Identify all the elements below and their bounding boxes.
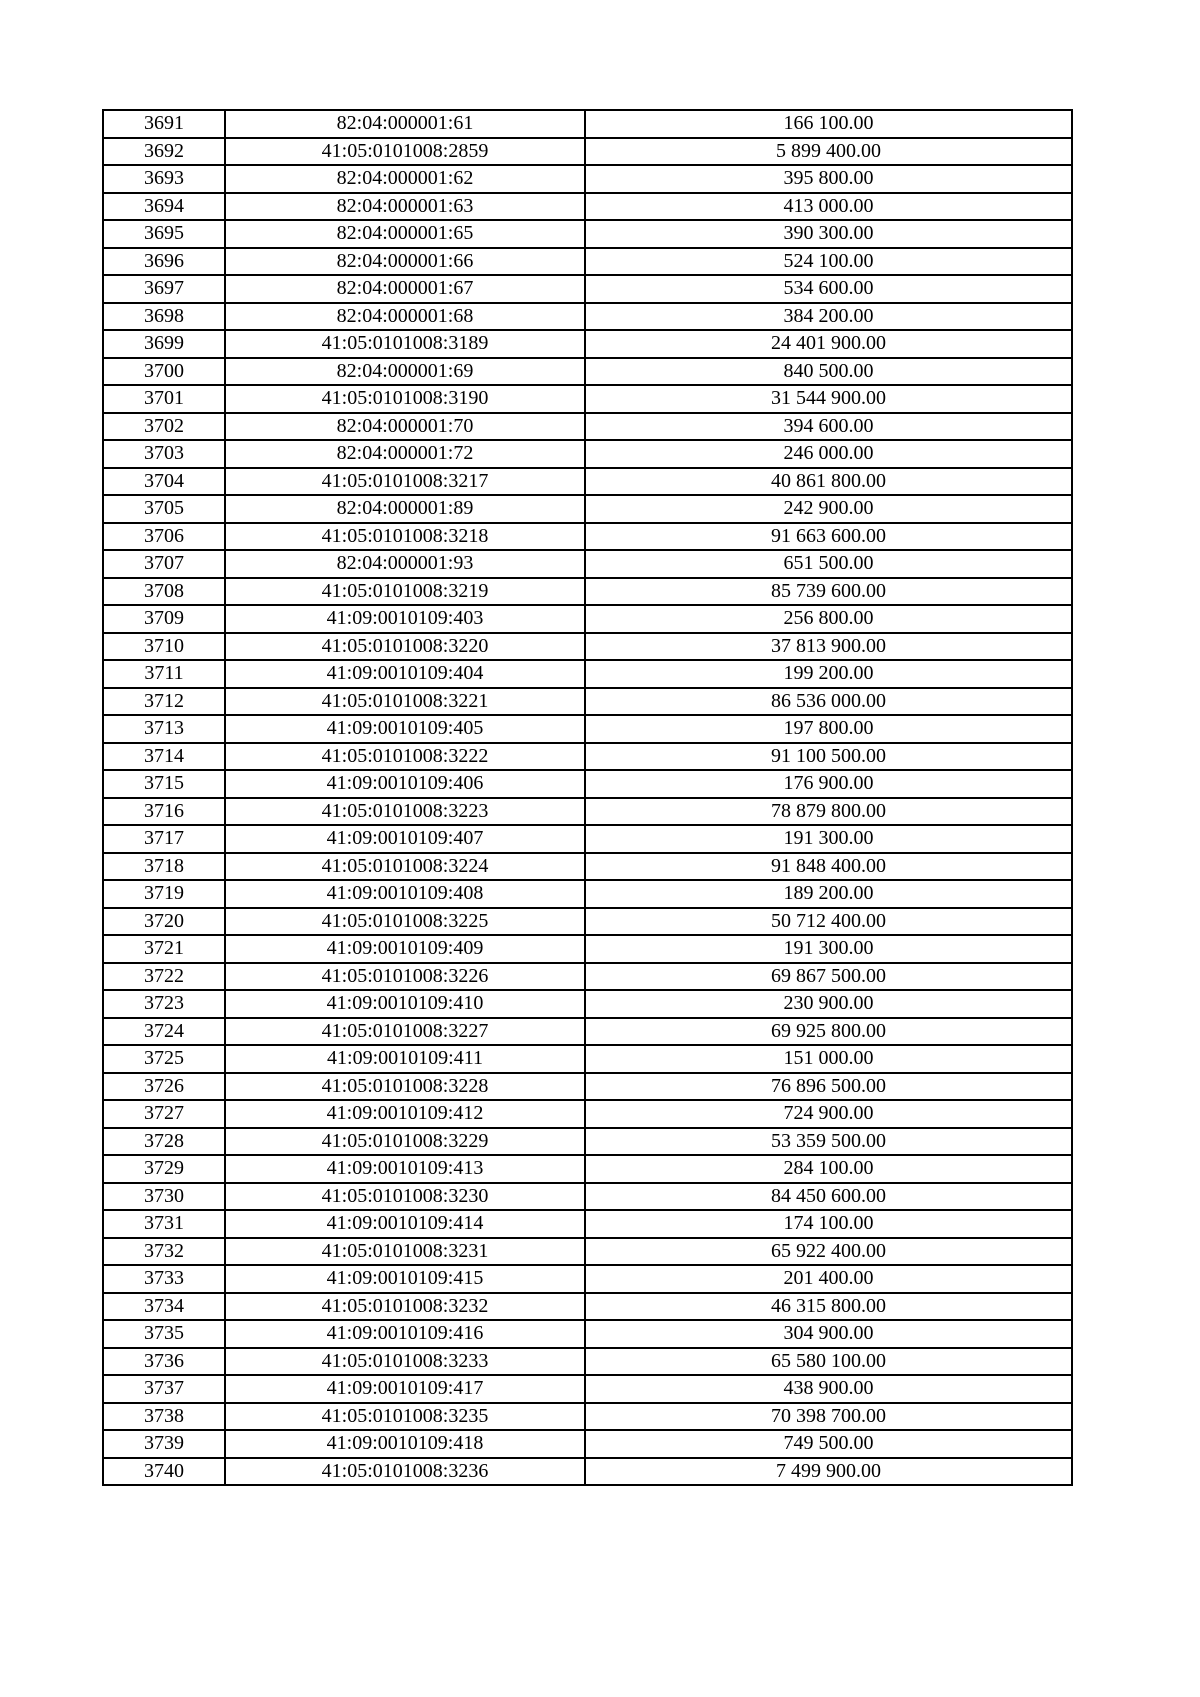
cadastral-number-cell: 41:09:0010109:403 [225,605,585,633]
cadastral-number-cell: 82:04:000001:70 [225,413,585,441]
cadastral-number-cell: 41:05:0101008:3217 [225,468,585,496]
value-cell: 230 900.00 [585,990,1072,1018]
row-number-cell: 3735 [103,1320,225,1348]
table-row [103,440,1072,468]
row-number-cell: 3726 [103,1073,225,1101]
table-row [103,1018,1072,1046]
value-cell: 91 100 500.00 [585,743,1072,771]
table-row [103,358,1072,386]
row-number-cell: 3723 [103,990,225,1018]
cadastral-number-cell: 41:09:0010109:404 [225,660,585,688]
row-number-cell: 3713 [103,715,225,743]
cadastral-number-cell: 82:04:000001:72 [225,440,585,468]
table-row [103,138,1072,166]
table-row [103,1183,1072,1211]
value-cell: 24 401 900.00 [585,330,1072,358]
cadastral-number-cell: 41:05:0101008:3235 [225,1403,585,1431]
table-row [103,935,1072,963]
row-number-cell: 3725 [103,1045,225,1073]
cadastral-number-cell: 41:09:0010109:410 [225,990,585,1018]
value-cell: 76 896 500.00 [585,1073,1072,1101]
table-body [103,110,1072,1485]
value-cell: 191 300.00 [585,935,1072,963]
value-cell: 37 813 900.00 [585,633,1072,661]
cadastral-number-cell: 41:05:0101008:3223 [225,798,585,826]
table-row [103,880,1072,908]
cadastral-number-cell: 41:05:0101008:3228 [225,1073,585,1101]
value-cell: 151 000.00 [585,1045,1072,1073]
table-row [103,1293,1072,1321]
row-number-cell: 3734 [103,1293,225,1321]
row-number-cell: 3708 [103,578,225,606]
table-row [103,330,1072,358]
value-cell: 651 500.00 [585,550,1072,578]
row-number-cell: 3737 [103,1375,225,1403]
row-number-cell: 3705 [103,495,225,523]
row-number-cell: 3711 [103,660,225,688]
value-cell: 524 100.00 [585,248,1072,276]
value-cell: 394 600.00 [585,413,1072,441]
table-row [103,853,1072,881]
cadastral-number-cell: 82:04:000001:67 [225,275,585,303]
value-cell: 284 100.00 [585,1155,1072,1183]
cadastral-number-cell: 41:05:0101008:3218 [225,523,585,551]
cadastral-value-table [102,109,1073,1486]
cadastral-number-cell: 41:05:0101008:3232 [225,1293,585,1321]
cadastral-number-cell: 41:05:0101008:3189 [225,330,585,358]
table-row [103,1375,1072,1403]
value-cell: 31 544 900.00 [585,385,1072,413]
row-number-cell: 3703 [103,440,225,468]
value-cell: 304 900.00 [585,1320,1072,1348]
cadastral-number-cell: 41:05:0101008:3221 [225,688,585,716]
row-number-cell: 3718 [103,853,225,881]
row-number-cell: 3732 [103,1238,225,1266]
cadastral-number-cell: 41:09:0010109:408 [225,880,585,908]
row-number-cell: 3740 [103,1458,225,1486]
table-row [103,633,1072,661]
row-number-cell: 3722 [103,963,225,991]
value-cell: 65 922 400.00 [585,1238,1072,1266]
value-cell: 749 500.00 [585,1430,1072,1458]
value-cell: 86 536 000.00 [585,688,1072,716]
value-cell: 46 315 800.00 [585,1293,1072,1321]
table-row [103,1073,1072,1101]
cadastral-number-cell: 41:09:0010109:407 [225,825,585,853]
cadastral-number-cell: 41:05:0101008:3231 [225,1238,585,1266]
row-number-cell: 3709 [103,605,225,633]
row-number-cell: 3692 [103,138,225,166]
cadastral-number-cell: 82:04:000001:93 [225,550,585,578]
cadastral-number-cell: 82:04:000001:89 [225,495,585,523]
table-row [103,743,1072,771]
cadastral-number-cell: 41:05:0101008:3222 [225,743,585,771]
row-number-cell: 3704 [103,468,225,496]
cadastral-number-cell: 41:05:0101008:3230 [225,1183,585,1211]
cadastral-number-cell: 41:05:0101008:3219 [225,578,585,606]
value-cell: 85 739 600.00 [585,578,1072,606]
value-cell: 84 450 600.00 [585,1183,1072,1211]
value-cell: 390 300.00 [585,220,1072,248]
table-row [103,798,1072,826]
cadastral-number-cell: 41:05:0101008:3233 [225,1348,585,1376]
cadastral-number-cell: 41:05:0101008:2859 [225,138,585,166]
cadastral-number-cell: 41:05:0101008:3236 [225,1458,585,1486]
row-number-cell: 3702 [103,413,225,441]
value-cell: 166 100.00 [585,110,1072,138]
table-row [103,275,1072,303]
row-number-cell: 3714 [103,743,225,771]
value-cell: 197 800.00 [585,715,1072,743]
table-row [103,220,1072,248]
value-cell: 256 800.00 [585,605,1072,633]
cadastral-number-cell: 82:04:000001:65 [225,220,585,248]
cadastral-number-cell: 41:05:0101008:3224 [225,853,585,881]
value-cell: 413 000.00 [585,193,1072,221]
value-cell: 40 861 800.00 [585,468,1072,496]
table-row [103,605,1072,633]
value-cell: 50 712 400.00 [585,908,1072,936]
value-cell: 395 800.00 [585,165,1072,193]
table-row [103,1100,1072,1128]
table-row [103,715,1072,743]
table-row [103,1320,1072,1348]
table-row [103,688,1072,716]
value-cell: 176 900.00 [585,770,1072,798]
row-number-cell: 3699 [103,330,225,358]
cadastral-number-cell: 82:04:000001:66 [225,248,585,276]
row-number-cell: 3697 [103,275,225,303]
table-row [103,1458,1072,1486]
cadastral-number-cell: 41:09:0010109:416 [225,1320,585,1348]
cadastral-number-cell: 41:05:0101008:3226 [225,963,585,991]
row-number-cell: 3728 [103,1128,225,1156]
row-number-cell: 3721 [103,935,225,963]
cadastral-number-cell: 41:09:0010109:412 [225,1100,585,1128]
cadastral-number-cell: 41:09:0010109:413 [225,1155,585,1183]
value-cell: 5 899 400.00 [585,138,1072,166]
cadastral-number-cell: 41:05:0101008:3227 [225,1018,585,1046]
cadastral-number-cell: 41:09:0010109:405 [225,715,585,743]
table-row [103,413,1072,441]
table-row [103,523,1072,551]
table-row [103,495,1072,523]
value-cell: 242 900.00 [585,495,1072,523]
table-row [103,1430,1072,1458]
cadastral-number-cell: 41:09:0010109:418 [225,1430,585,1458]
table-row [103,1155,1072,1183]
table-row [103,1265,1072,1293]
table-row [103,908,1072,936]
row-number-cell: 3738 [103,1403,225,1431]
value-cell: 174 100.00 [585,1210,1072,1238]
value-cell: 438 900.00 [585,1375,1072,1403]
value-cell: 7 499 900.00 [585,1458,1072,1486]
value-cell: 201 400.00 [585,1265,1072,1293]
cadastral-number-cell: 82:04:000001:63 [225,193,585,221]
table-row [103,165,1072,193]
value-cell: 78 879 800.00 [585,798,1072,826]
table-row [103,660,1072,688]
cadastral-number-cell: 41:05:0101008:3220 [225,633,585,661]
table-row [103,770,1072,798]
value-cell: 91 848 400.00 [585,853,1072,881]
cadastral-number-cell: 41:09:0010109:411 [225,1045,585,1073]
cadastral-number-cell: 41:09:0010109:415 [225,1265,585,1293]
row-number-cell: 3710 [103,633,225,661]
row-number-cell: 3727 [103,1100,225,1128]
table-row [103,990,1072,1018]
value-cell: 724 900.00 [585,1100,1072,1128]
row-number-cell: 3717 [103,825,225,853]
cadastral-number-cell: 41:09:0010109:409 [225,935,585,963]
row-number-cell: 3716 [103,798,225,826]
row-number-cell: 3724 [103,1018,225,1046]
table-row [103,468,1072,496]
cadastral-number-cell: 41:09:0010109:406 [225,770,585,798]
row-number-cell: 3715 [103,770,225,798]
table-row [103,1403,1072,1431]
cadastral-number-cell: 41:05:0101008:3225 [225,908,585,936]
cadastral-number-cell: 82:04:000001:62 [225,165,585,193]
row-number-cell: 3736 [103,1348,225,1376]
row-number-cell: 3712 [103,688,225,716]
table-row [103,193,1072,221]
value-cell: 69 925 800.00 [585,1018,1072,1046]
table-row [103,248,1072,276]
table-row [103,1210,1072,1238]
cadastral-number-cell: 41:09:0010109:414 [225,1210,585,1238]
table-row [103,578,1072,606]
cadastral-number-cell: 41:05:0101008:3229 [225,1128,585,1156]
row-number-cell: 3701 [103,385,225,413]
value-cell: 70 398 700.00 [585,1403,1072,1431]
row-number-cell: 3696 [103,248,225,276]
row-number-cell: 3733 [103,1265,225,1293]
value-cell: 199 200.00 [585,660,1072,688]
table-row [103,1045,1072,1073]
row-number-cell: 3698 [103,303,225,331]
value-cell: 53 359 500.00 [585,1128,1072,1156]
value-cell: 191 300.00 [585,825,1072,853]
table-row [103,963,1072,991]
table-row [103,110,1072,138]
value-cell: 69 867 500.00 [585,963,1072,991]
row-number-cell: 3694 [103,193,225,221]
cadastral-number-cell: 41:09:0010109:417 [225,1375,585,1403]
cadastral-number-cell: 82:04:000001:61 [225,110,585,138]
table-row [103,825,1072,853]
cadastral-number-cell: 41:05:0101008:3190 [225,385,585,413]
row-number-cell: 3700 [103,358,225,386]
table-row [103,1348,1072,1376]
row-number-cell: 3730 [103,1183,225,1211]
cadastral-number-cell: 82:04:000001:68 [225,303,585,331]
cadastral-number-cell: 82:04:000001:69 [225,358,585,386]
row-number-cell: 3695 [103,220,225,248]
table-row [103,303,1072,331]
table-row [103,385,1072,413]
table-row [103,550,1072,578]
row-number-cell: 3739 [103,1430,225,1458]
table-row [103,1128,1072,1156]
value-cell: 840 500.00 [585,358,1072,386]
table-row [103,1238,1072,1266]
row-number-cell: 3731 [103,1210,225,1238]
value-cell: 65 580 100.00 [585,1348,1072,1376]
row-number-cell: 3720 [103,908,225,936]
row-number-cell: 3729 [103,1155,225,1183]
row-number-cell: 3707 [103,550,225,578]
value-cell: 384 200.00 [585,303,1072,331]
value-cell: 91 663 600.00 [585,523,1072,551]
value-cell: 534 600.00 [585,275,1072,303]
value-cell: 246 000.00 [585,440,1072,468]
row-number-cell: 3706 [103,523,225,551]
row-number-cell: 3691 [103,110,225,138]
value-cell: 189 200.00 [585,880,1072,908]
row-number-cell: 3719 [103,880,225,908]
row-number-cell: 3693 [103,165,225,193]
